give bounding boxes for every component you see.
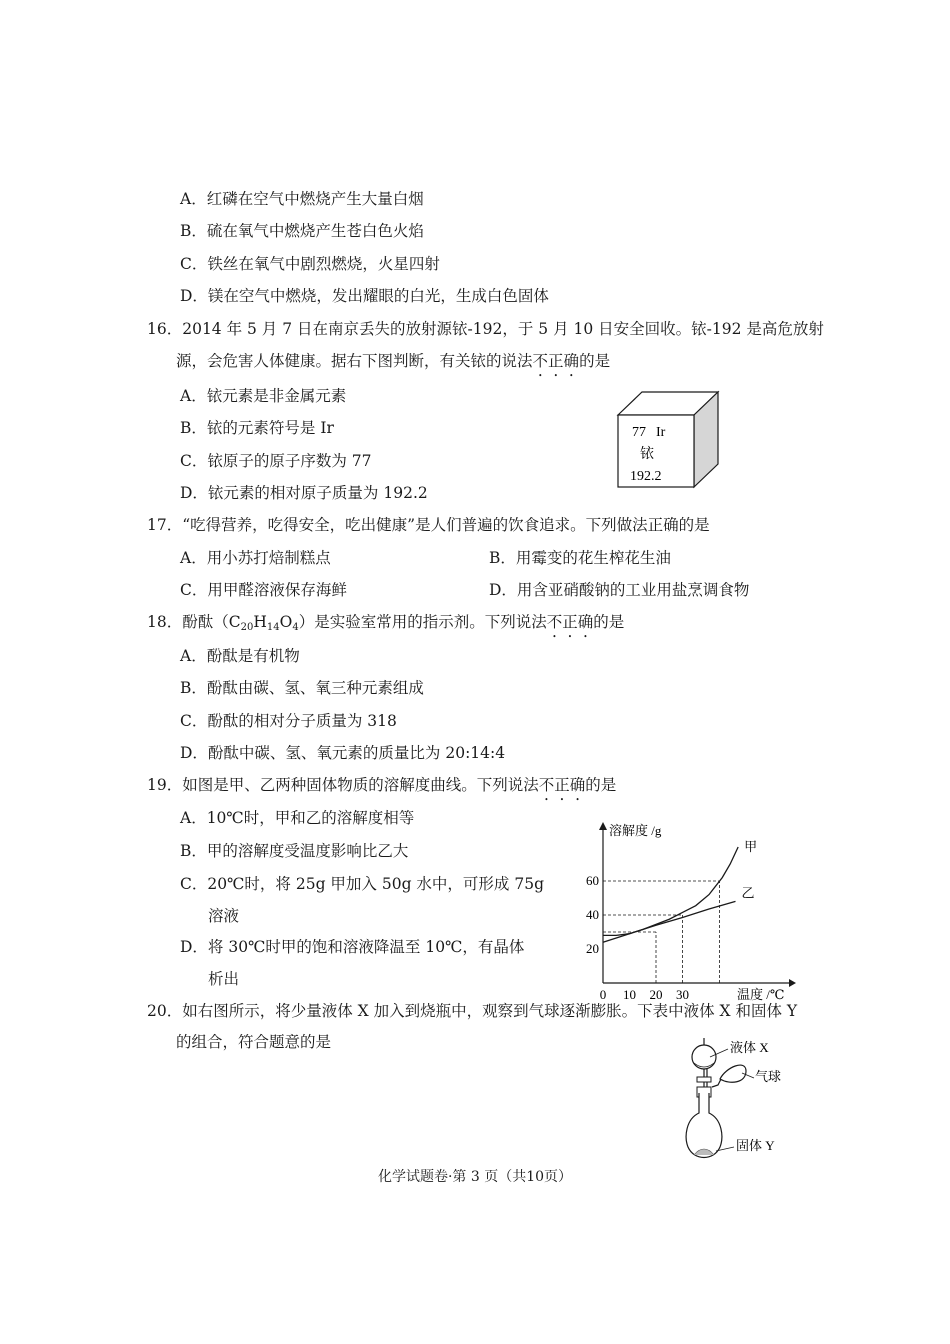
y-axis-arrow [599,822,607,830]
y-tick-label: 20 [586,941,599,956]
q15-option-d: D．镁在空气中燃烧，发出耀眼的白光，生成白色固体 [180,287,549,305]
q17-option-b: B．用霉变的花生榨花生油 [489,549,671,567]
q19-stem [147,775,616,795]
element-symbol: Ir [656,425,666,440]
q19-emphasis-char: 确 [569,776,586,794]
q18-subscript-oxygen: 4 [292,622,299,633]
x-tick-label: 20 [649,987,663,1002]
funnel-bulb [692,1045,716,1069]
balloon-label: 气球 [755,1069,782,1084]
q18-stem-post: 的是 [593,613,625,631]
q20-stem-line2: 的组合，符合题意的是 [176,1033,332,1051]
series-label: 乙 [741,885,755,901]
element-atomic-number: 77 [632,425,646,440]
y-tick-label: 60 [586,873,599,888]
element-cell-diagram [610,388,722,492]
q16-emphasis-char: 正 [548,352,564,370]
q18-option-d: D．酚酞中碳、氢、氧元素的质量比为 20:14:4 [180,744,506,762]
y-tick-label: 40 [586,907,599,922]
q18-option-a: A．酚酞是有机物 [180,647,300,665]
series-curve-jia [603,847,738,935]
x-tick-label: 10 [623,987,636,1002]
q18-option-b: B．酚酞由碳、氢、氧三种元素组成 [180,679,424,697]
x-tick-label: 0 [599,987,607,1002]
q17-option-a: A．用小苏打焙制糕点 [180,549,331,567]
q16-option-a: A．铱元素是非金属元素 [180,387,347,405]
q19-option-b: B．甲的溶解度受温度影响比乙大 [180,842,409,860]
q18-emphasis-char: 正 [562,613,578,631]
y-axis-label: 溶解度 /g [609,823,662,838]
flask-apparatus-diagram [680,1033,800,1173]
q17-option-c: C．用甲醛溶液保存海鲜 [180,581,347,599]
q18-hydrogen: H [253,613,267,631]
solid-y-label: 固体 Y [736,1138,775,1153]
q18-stem-pre: 18．酚酞（C [147,613,241,631]
q19-stem-pre: 19．如图是甲、乙两种固体物质的溶解度曲线。下列说法 [147,776,539,794]
q20-stem-line1: 20．如右图所示，将少量液体 X 加入到烧瓶中，观察到气球逐渐膨胀。下表中液体 X 和固体 Y [147,1002,798,1020]
series-label: 甲 [744,839,758,854]
q19-option-d: D．将 30℃时甲的饱和溶液降温至 10℃，有晶体 [180,938,525,956]
q18-oxygen: O [279,613,293,631]
stopcock [697,1077,711,1082]
q17-option-d: D．用含亚硝酸钠的工业用盐烹调食物 [489,581,750,599]
q19-option-d-cont: 析出 [208,970,240,988]
q19-option-c-cont: 溶液 [208,907,240,925]
q18-stem [147,612,624,632]
q15-option-b: B．硫在氧气中燃烧产生苍白色火焰 [180,222,424,240]
q16-stem-line2 [176,351,610,371]
q15-option-c: C．铁丝在氧气中剧烈燃烧，火星四射 [180,255,440,273]
q15-option-a: A．红磷在空气中燃烧产生大量白烟 [180,190,424,208]
element-atomic-mass: 192.2 [630,469,662,484]
series-curve-yi [603,901,736,942]
q16-stem-line1: 16．2014 年 5 月 7 日在南京丢失的放射源铱-192，于 5 月 10 日安全回收。铱-192 是高危放射 [147,320,824,338]
q16-option-b: B．铱的元素符号是 Ir [180,419,334,437]
q16-stem-post: 的是 [579,352,611,370]
q19-stem-post: 的是 [585,776,617,794]
q16-stem-pre: 源，会危害人体健康。据右下图判断，有关铱的说法 [176,352,533,370]
q18-subscript-carbon: 20 [240,622,254,633]
q16-emphasis-char: 确 [563,352,580,370]
solubility-curve-chart [575,818,800,1006]
flask [686,1093,722,1158]
q17-stem: 17．“吃得营养，吃得安全，吃出健康”是人们普遍的饮食追求。下列做法正确的是 [147,516,710,534]
balloon [720,1065,746,1082]
q18-subscript-hydrogen: 14 [266,622,280,633]
q18-emphasis-char: 确 [577,613,594,631]
q18-option-c: C．酚酞的相对分子质量为 318 [180,712,397,730]
x-tick-label: 30 [676,987,689,1002]
liquid-x-label: 液体 X [730,1040,769,1055]
q16-option-d: D．铱元素的相对原子质量为 192.2 [180,484,428,502]
q19-option-a: A．10℃时，甲和乙的溶解度相等 [180,809,415,827]
q16-option-c: C．铱原子的原子序数为 77 [180,452,372,470]
q18-emphasis-char: 不 [546,613,563,631]
element-name: 铱 [640,447,654,462]
q19-emphasis-char: 不 [538,776,555,794]
q19-option-c: C．20℃时，将 25g 甲加入 50g 水中，可形成 75g [180,875,544,893]
q19-emphasis-char: 正 [554,776,570,794]
x-axis-label: 温度 /℃ [737,987,785,1002]
q16-emphasis-char: 不 [532,352,549,370]
q18-stem-mid: ）是实验室常用的指示剂。下列说法 [298,613,547,631]
x-axis-arrow [789,979,796,987]
page-footer: 化学试题卷·第 3 页（共10页） [377,1169,573,1185]
